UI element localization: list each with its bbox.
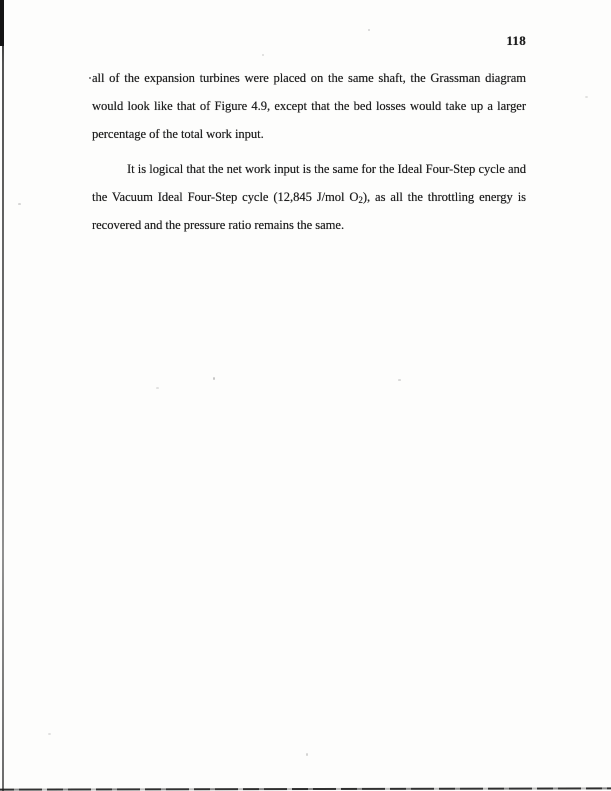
text-line (92, 183, 526, 211)
paragraph-1 (92, 64, 526, 148)
text-segment: the Vacuum Ideal Four-Step cycle (12,845 J/mol O (92, 190, 359, 204)
text-segment: ), as all the throttling energy is (362, 190, 526, 204)
scan-speck (48, 733, 51, 735)
page-number: 118 (506, 33, 526, 48)
text-line: It is logical that the net work input is the same for the Ideal Four-Step cycle and (127, 162, 526, 176)
text-line: would look like that of Figure 4.9, except that the bed losses would take up a larger (92, 99, 526, 113)
scan-speck (213, 377, 215, 380)
scan-speck (89, 77, 91, 79)
scan-edge-left-top-bar (0, 0, 4, 46)
oxygen-subscript: 2 (358, 194, 363, 205)
scan-speck (585, 96, 588, 98)
scan-speck (398, 379, 401, 381)
body-text (92, 64, 526, 239)
paragraph-2 (92, 155, 526, 239)
scan-speck (368, 29, 370, 31)
text-line: recovered and the pressure ratio remains the same. (92, 218, 345, 232)
scan-edge-bottom-line (0, 787, 611, 791)
text-line: percentage of the total work input. (92, 127, 264, 141)
scan-speck (18, 203, 21, 205)
scan-speck (156, 387, 159, 389)
text-line: all of the expansion turbines were placed on the same shaft, the Grassman diagram (92, 71, 526, 85)
scan-edge-left-line (2, 0, 4, 791)
scan-speck (306, 753, 308, 756)
scan-speck (262, 54, 264, 56)
